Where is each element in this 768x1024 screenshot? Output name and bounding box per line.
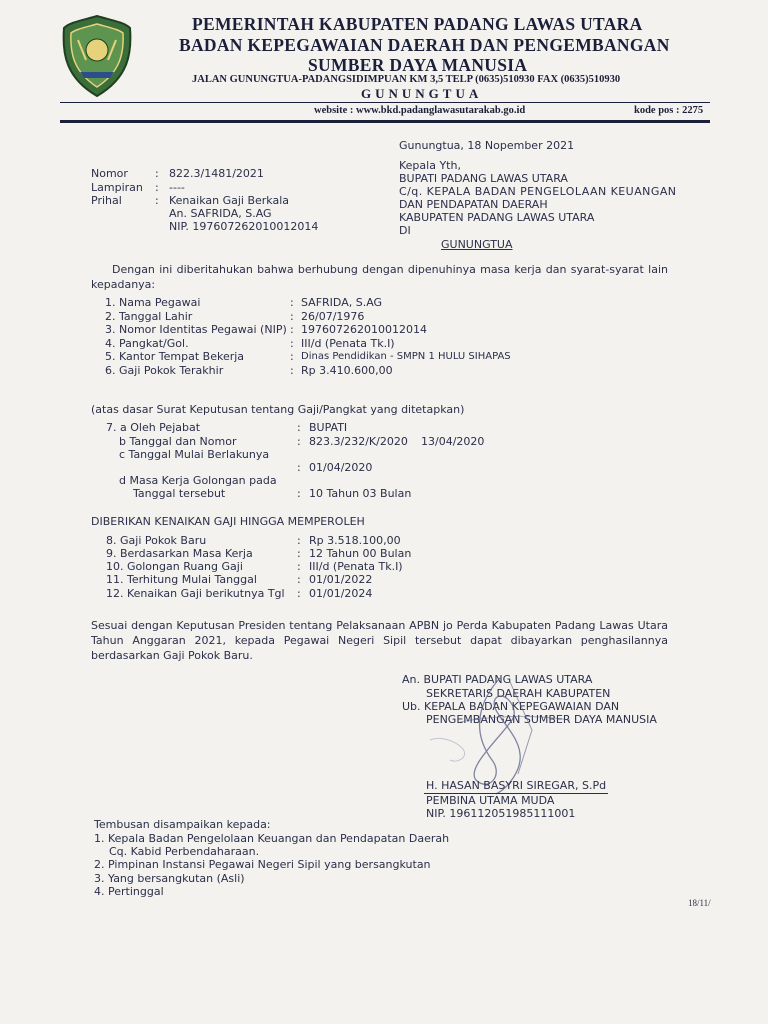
meta-row-nomor: Nomor : 822.3/1481/2021 bbox=[91, 167, 264, 180]
cc-item: 4. Pertinggal bbox=[94, 885, 164, 898]
employee-row: 6. Gaji Pokok Terakhir : Rp 3.410.600,00 bbox=[105, 364, 393, 377]
recipient-line: C/q. KEPALA BADAN PENGELOLAAN KEUANGAN bbox=[399, 185, 677, 198]
decree-row-d: Tanggal tersebut : 10 Tahun 03 Bulan bbox=[133, 487, 412, 500]
recipient-city: GUNUNGTUA bbox=[441, 238, 513, 251]
cc-heading: Tembusan disampaikan kepada: bbox=[94, 818, 271, 831]
meta-label: Prihal bbox=[91, 194, 122, 207]
regency-logo bbox=[60, 14, 134, 98]
employee-value: SAFRIDA, S.AG bbox=[301, 296, 383, 309]
recipient-line: DAN PENDAPATAN DAERAH bbox=[399, 198, 548, 211]
recipient-line: DI bbox=[399, 224, 411, 237]
raise-value: 01/01/2024 bbox=[309, 587, 373, 600]
decree-label: 7. a Oleh Pejabat bbox=[106, 421, 201, 434]
letter-date: Gunungtua, 18 Nopember 2021 bbox=[399, 139, 575, 152]
raise-label: 9. Berdasarkan Masa Kerja bbox=[106, 547, 253, 560]
meta-row-prihal: Prihal : Kenaikan Gaji Berkala bbox=[91, 194, 290, 207]
recipient-line: KABUPATEN PADANG LAWAS UTARA bbox=[399, 211, 595, 224]
decree-date: 13/04/2020 bbox=[421, 435, 485, 448]
decree-value: 10 Tahun 03 Bulan bbox=[309, 487, 412, 500]
decree-label: Tanggal tersebut bbox=[133, 487, 226, 500]
footer-stamp: 18/11/ bbox=[688, 898, 711, 908]
raise-row: 8. Gaji Pokok Baru : Rp 3.518.100,00 bbox=[106, 534, 401, 547]
employee-row: 3. Nomor Identitas Pegawai (NIP) : 197607262010012014 bbox=[105, 323, 427, 336]
employee-row: 2. Tanggal Lahir : 26/07/1976 bbox=[105, 310, 365, 323]
employee-label: 2. Tanggal Lahir bbox=[105, 310, 193, 323]
prihal-name: An. SAFRIDA, S.AG bbox=[169, 207, 272, 220]
decree-label-d1: d Masa Kerja Golongan pada bbox=[119, 474, 277, 487]
meta-label: Lampiran bbox=[91, 181, 143, 194]
raise-value: 01/01/2022 bbox=[309, 573, 373, 586]
letterhead-line-2: BADAN KEPEGAWAIAN DAERAH DAN PENGEMBANGAN bbox=[179, 35, 670, 55]
letterhead-website: website : www.bkd.padanglawasutarakab.go.id bbox=[314, 105, 526, 116]
signature-line-2: SEKRETARIS DAERAH KABUPATEN bbox=[426, 687, 611, 700]
meta-value: ---- bbox=[169, 181, 185, 194]
employee-value: Dinas Pendidikan - SMPN 1 HULU SIHAPAS bbox=[301, 351, 511, 362]
header-rule-thick bbox=[60, 120, 710, 123]
cc-item: 1. Kepala Badan Pengelolaan Keuangan dan Pendapatan Daerah bbox=[94, 832, 450, 845]
cc-item: 2. Pimpinan Instansi Pegawai Negeri Sipil yang bersangkutan bbox=[94, 858, 431, 871]
letterhead-address: JALAN GUNUNGTUA-PADANGSIDIMPUAN KM 3,5 TELP (0635)510930 FAX (0635)510930 bbox=[192, 74, 621, 85]
raise-value: III/d (Penata Tk.I) bbox=[309, 560, 403, 573]
signature-line-3: Ub. KEPALA BADAN KEPEGAWAIAN DAN bbox=[402, 700, 620, 713]
letterhead-postal: kode pos : 2275 bbox=[634, 105, 704, 116]
employee-value: Rp 3.410.600,00 bbox=[301, 364, 393, 377]
raise-row: 9. Berdasarkan Masa Kerja : 12 Tahun 00 Bulan bbox=[106, 547, 412, 560]
employee-label: 1. Nama Pegawai bbox=[105, 296, 201, 309]
decree-row-b: b Tanggal dan Nomor : 823.3/232/K/2020 13/04/2020 bbox=[119, 435, 485, 448]
signature-line-1: An. BUPATI PADANG LAWAS UTARA bbox=[402, 673, 593, 686]
recipient-line: BUPATI PADANG LAWAS UTARA bbox=[399, 172, 568, 185]
raise-value: 12 Tahun 00 Bulan bbox=[309, 547, 412, 560]
decree-row-a: 7. a Oleh Pejabat : BUPATI bbox=[106, 421, 348, 434]
employee-row: 1. Nama Pegawai : SAFRIDA, S.AG bbox=[105, 296, 383, 309]
intro-paragraph: Dengan ini diberitahukan bahwa berhubung dengan dipenuhinya masa kerja dan syarat-syarat lain kepadanya: bbox=[91, 263, 668, 291]
letterhead-line-3: SUMBER DAYA MANUSIA bbox=[308, 55, 528, 75]
raise-value: Rp 3.518.100,00 bbox=[309, 534, 401, 547]
employee-value: 197607262010012014 bbox=[301, 323, 427, 336]
decree-label-c: c Tanggal Mulai Berlakunya bbox=[119, 448, 270, 461]
raise-heading: DIBERIKAN KENAIKAN GAJI HINGGA MEMPEROLEH bbox=[91, 515, 365, 528]
employee-row: 5. Kantor Tempat Bekerja : Dinas Pendidikan - SMPN 1 HULU SIHAPAS bbox=[105, 350, 511, 363]
employee-label: 4. Pangkat/Gol. bbox=[105, 337, 189, 350]
cc-item: 3. Yang bersangkutan (Asli) bbox=[94, 872, 245, 885]
signature-line-4: PENGEMBANGAN SUMBER DAYA MANUSIA bbox=[426, 713, 657, 726]
employee-label: 6. Gaji Pokok Terakhir bbox=[105, 364, 224, 377]
raise-row: 11. Terhitung Mulai Tanggal : 01/01/2022 bbox=[106, 573, 373, 586]
prihal-nip: NIP. 197607262010012014 bbox=[169, 220, 319, 233]
letterhead-line-1: PEMERINTAH KABUPATEN PADANG LAWAS UTARA bbox=[192, 14, 643, 34]
raise-label: 12. Kenaikan Gaji berikutnya Tgl bbox=[106, 587, 285, 600]
employee-value: III/d (Penata Tk.I) bbox=[301, 337, 395, 350]
header-rule-thin bbox=[60, 102, 710, 103]
decree-value: 01/04/2020 bbox=[309, 461, 373, 474]
employee-label: 3. Nomor Identitas Pegawai (NIP) bbox=[105, 323, 287, 336]
meta-value: 822.3/1481/2021 bbox=[169, 167, 264, 180]
meta-value: Kenaikan Gaji Berkala bbox=[169, 194, 290, 207]
signatory-name: H. HASAN BASYRI SIREGAR, S.Pd bbox=[426, 779, 607, 792]
decree-value: 823.3/232/K/2020 bbox=[309, 435, 408, 448]
employee-label: 5. Kantor Tempat Bekerja bbox=[105, 350, 245, 363]
raise-row: 12. Kenaikan Gaji berikutnya Tgl : 01/01/2024 bbox=[106, 587, 373, 600]
basis-note: (atas dasar Surat Keputusan tentang Gaji/Pangkat yang ditetapkan) bbox=[91, 403, 465, 416]
cc-item: Cq. Kabid Perbendaharaan. bbox=[109, 845, 260, 858]
raise-label: 8. Gaji Pokok Baru bbox=[106, 534, 207, 547]
raise-row: 10. Golongan Ruang Gaji : III/d (Penata Tk.I) bbox=[106, 560, 403, 573]
recipient-line: Kepala Yth, bbox=[399, 159, 461, 172]
meta-row-lampiran: Lampiran : ---- bbox=[91, 181, 185, 194]
employee-row: 4. Pangkat/Gol. : III/d (Penata Tk.I) bbox=[105, 337, 395, 350]
decree-label: b Tanggal dan Nomor bbox=[119, 435, 237, 448]
raise-label: 10. Golongan Ruang Gaji bbox=[106, 560, 243, 573]
decree-value: BUPATI bbox=[309, 421, 348, 434]
meta-label: Nomor bbox=[91, 167, 128, 180]
raise-label: 11. Terhitung Mulai Tanggal bbox=[106, 573, 257, 586]
signatory-nip: NIP. 196112051985111001 bbox=[426, 807, 576, 820]
signatory-rank: PEMBINA UTAMA MUDA bbox=[426, 794, 555, 807]
letterhead-city: GUNUNGTUA bbox=[361, 86, 483, 101]
decree-row-c: : 01/04/2020 bbox=[297, 461, 373, 474]
employee-value: 26/07/1976 bbox=[301, 310, 365, 323]
closing-paragraph: Sesuai dengan Keputusan Presiden tentang Pelaksanaan APBN jo Perda Kabupaten Padang Lawas Utara Tahun Anggaran 2021, kepada Pegawai Negeri Sipil tersebut dapat dibayarkan penghasilannya berdasarkan Gaji Pokok Baru. bbox=[91, 619, 668, 662]
